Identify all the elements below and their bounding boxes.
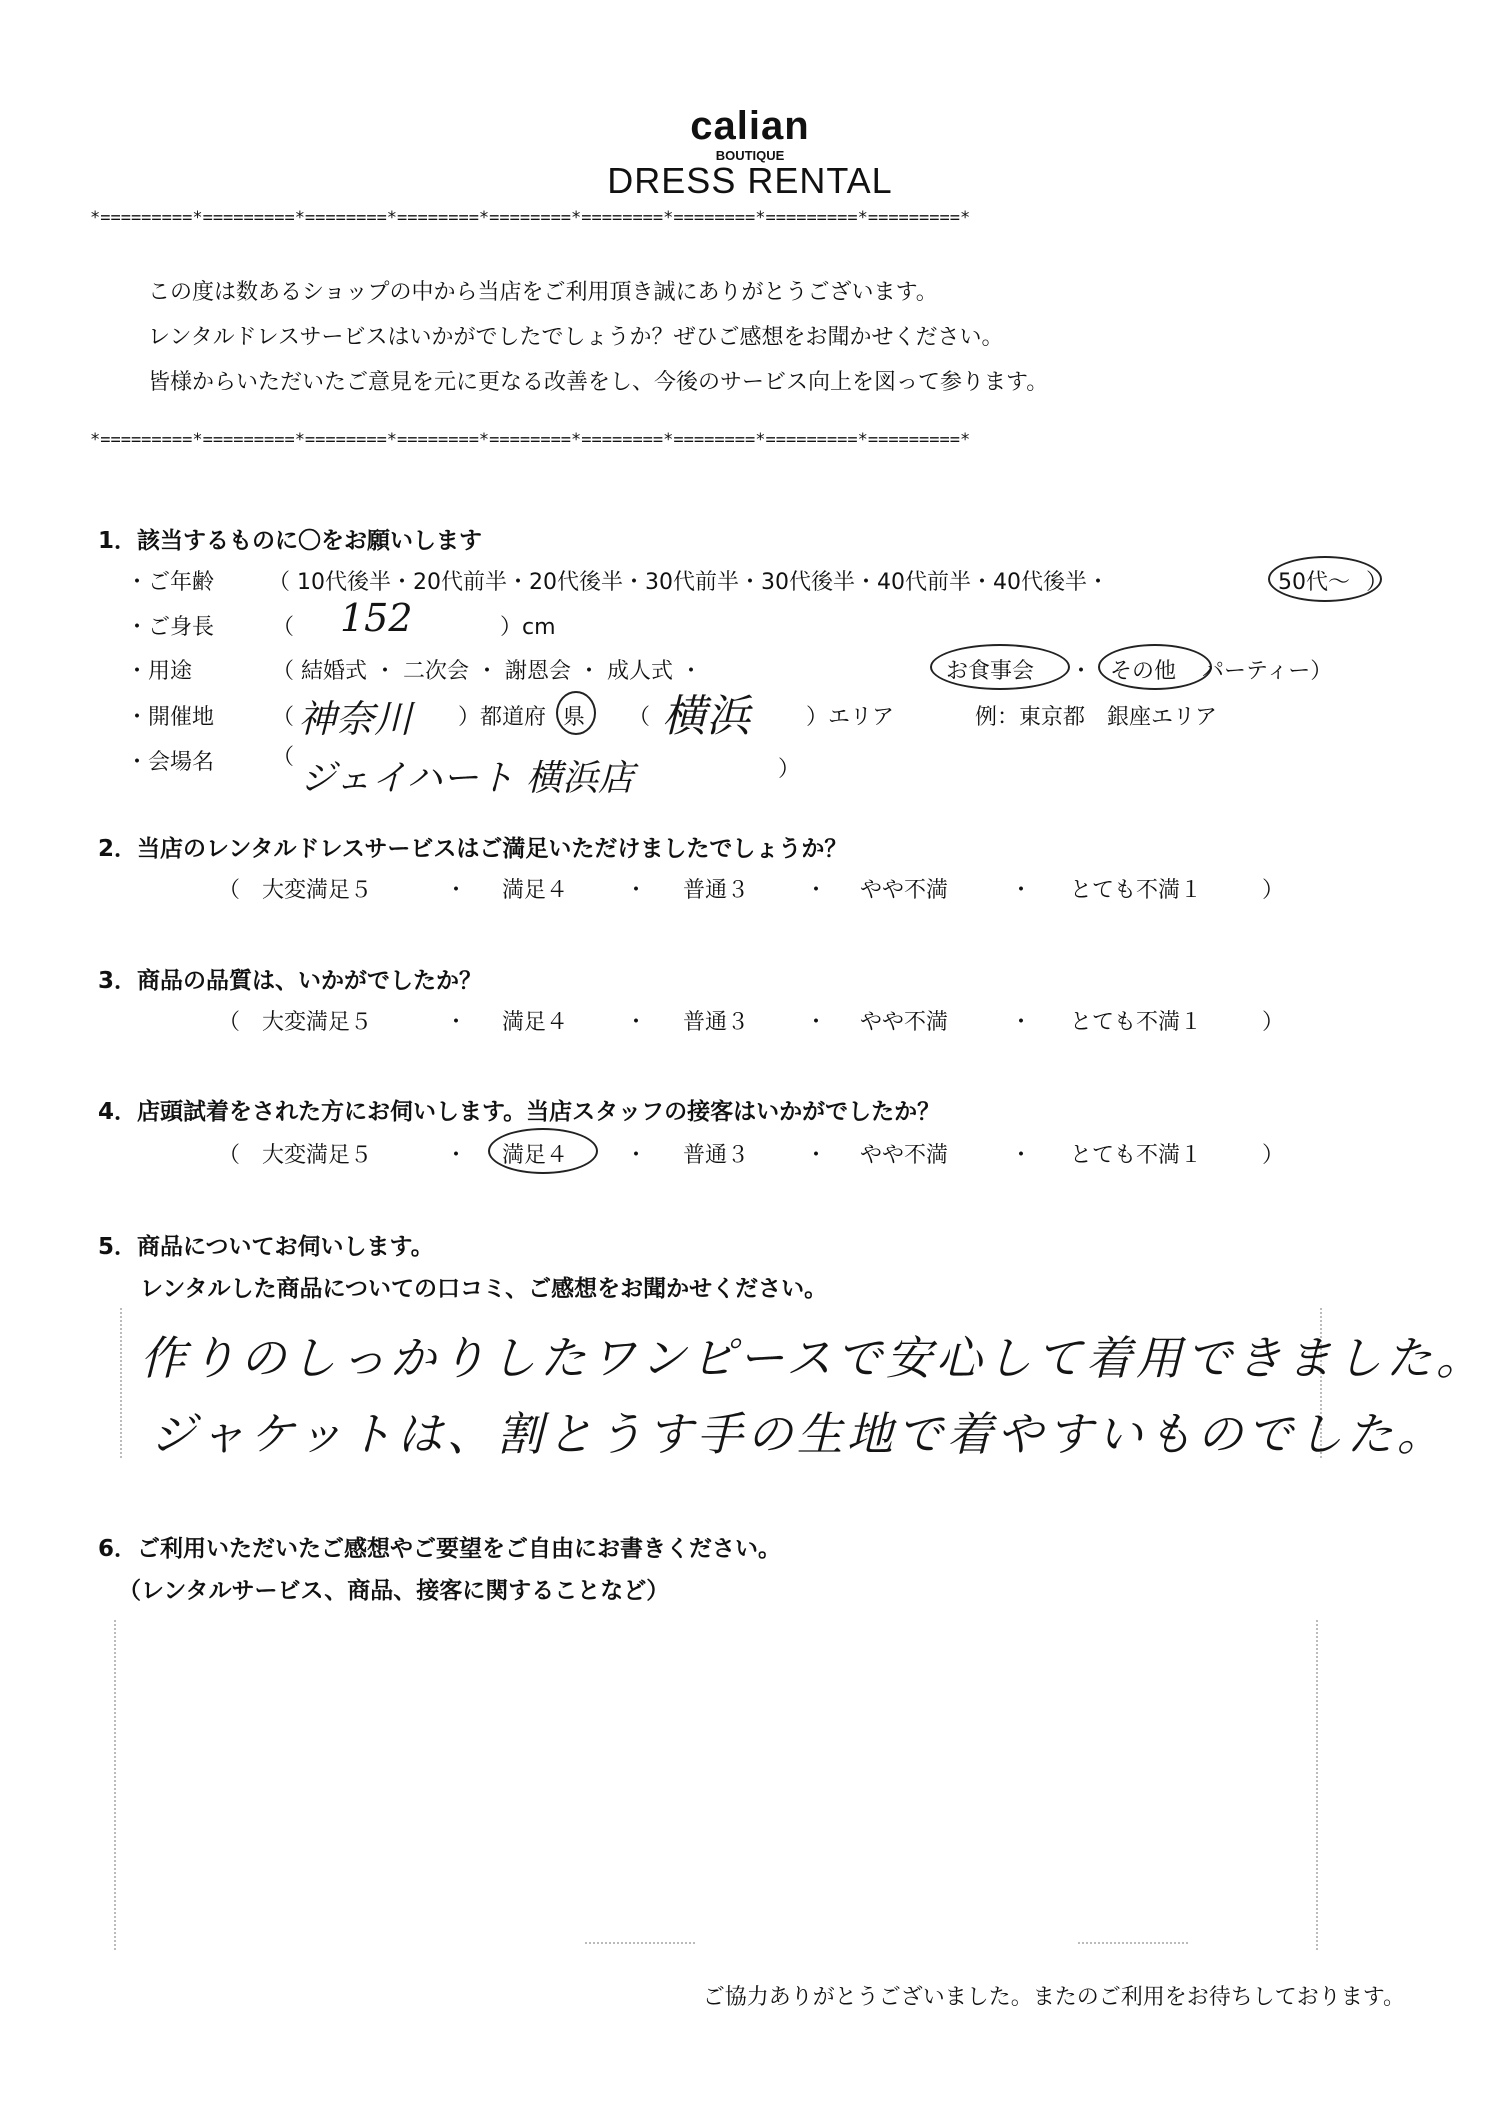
q5-box-left-edge <box>120 1308 122 1458</box>
q2-option-2[interactable]: やや不満 <box>860 878 949 903</box>
q5-answer-line-2[interactable]: ジャケットは、割とうす手の生地で着やすいものでした。 <box>150 1407 1447 1461</box>
q6-box-bottom-mark-1 <box>585 1942 695 1944</box>
q5-answer-line-1[interactable]: 作りのしっかりしたワンピースで安心して着用できました。 <box>140 1331 1486 1385</box>
q3-option-4[interactable]: 満足４ <box>502 1010 569 1035</box>
q4-dot: ・ <box>805 1143 828 1168</box>
intro-line-2: レンタルドレスサービスはいかがでしたでしょうか？ぜひご感想をお聞かせください。 <box>148 325 1004 350</box>
q4-dot: ・ <box>445 1143 468 1168</box>
area-value[interactable]: 横浜 <box>662 691 750 742</box>
venue-name-close: ） <box>778 757 801 782</box>
age-label: ・ご年齢 <box>126 570 215 595</box>
height-open: （ <box>272 615 295 640</box>
q5-subheading: レンタルした商品についての口コミ、ご感想をお聞かせください。 <box>140 1276 828 1302</box>
q4-open: （ <box>218 1143 241 1168</box>
q1-heading: 1．該当するものに〇をお願いします <box>98 528 483 554</box>
q3-dot: ・ <box>1010 1010 1033 1035</box>
q3-option-2[interactable]: やや不満 <box>860 1010 949 1035</box>
use-options-b: パーティー） <box>1202 659 1333 684</box>
use-options-a: （ 結婚式 ・ 二次会 ・ 謝恩会 ・ 成人式 ・ <box>272 659 702 684</box>
q6-heading: 6．ご利用いただいたご感想やご要望をご自由にお書きください。 <box>98 1536 782 1562</box>
q4-dot: ・ <box>625 1143 648 1168</box>
q6-subheading: （レンタルサービス、商品、接客に関することなど） <box>118 1578 670 1604</box>
age-options: （ 10代後半・20代前半・20代後半・30代前半・30代後半・40代前半・40代後半・ <box>268 570 1109 595</box>
q2-dot: ・ <box>625 878 648 903</box>
q2-option-3[interactable]: 普通３ <box>683 878 750 903</box>
q4-option-1[interactable]: とても不満１ <box>1070 1143 1203 1168</box>
venue-name-label: ・会場名 <box>126 750 215 775</box>
form-title: DRESS RENTAL <box>607 160 893 201</box>
intro-line-3: 皆様からいただいたご意見を元に更なる改善をし、今後のサービス向上を図って参ります。 <box>148 370 1049 395</box>
q4-option-2[interactable]: やや不満 <box>860 1143 949 1168</box>
q6-box-right-edge <box>1316 1620 1318 1950</box>
venue-open: （ <box>272 705 295 730</box>
q6-answer-area[interactable] <box>114 1622 1314 1942</box>
q3-option-3[interactable]: 普通３ <box>683 1010 750 1035</box>
q2-dot: ・ <box>1010 878 1033 903</box>
q2-dot: ・ <box>805 878 828 903</box>
q3-close: ） <box>1262 1010 1285 1035</box>
brand-subtitle: BOUTIQUE <box>715 148 785 163</box>
venue-area-label: ・開催地 <box>126 705 215 730</box>
q3-dot: ・ <box>625 1010 648 1035</box>
use-selected-1[interactable]: お食事会 <box>946 659 1035 684</box>
separator-top: *=========*=========*========*========*========*========*========*=========*=========* <box>90 208 971 228</box>
q4-dot: ・ <box>1010 1143 1033 1168</box>
height-unit: ）cm <box>500 615 556 640</box>
q3-option-5[interactable]: 大変満足５ <box>262 1010 373 1035</box>
prefecture-suffix: ）都道府 <box>458 705 547 730</box>
q4-selection-circle <box>488 1128 598 1174</box>
area-open: （ <box>628 705 651 730</box>
q2-option-1[interactable]: とても不満１ <box>1070 878 1203 903</box>
age-selected[interactable]: 50代～ <box>1278 570 1350 595</box>
q2-dot: ・ <box>445 878 468 903</box>
height-value[interactable]: 152 <box>340 596 413 640</box>
q6-box-bottom-mark-2 <box>1078 1942 1188 1944</box>
q4-option-4-selected[interactable]: 満足４ <box>502 1143 569 1168</box>
q2-open: （ <box>218 878 241 903</box>
separator-bottom: *=========*=========*========*========*========*========*========*=========*=========* <box>90 430 971 450</box>
q4-close: ） <box>1262 1143 1285 1168</box>
q3-option-1[interactable]: とても不満１ <box>1070 1010 1203 1035</box>
area-example: 例：東京都 銀座エリア <box>975 705 1218 730</box>
q2-option-5[interactable]: 大変満足５ <box>262 878 373 903</box>
q3-open: （ <box>218 1010 241 1035</box>
use-label: ・用途 <box>126 659 193 684</box>
q3-rating-scale <box>0 1005 1500 1035</box>
prefecture-value[interactable]: 神奈川 <box>298 697 413 741</box>
brand-logo: calian <box>690 104 810 148</box>
prefecture-selected[interactable]: 県 <box>563 705 586 730</box>
intro-line-1: この度は数あるショップの中から当店をご利用頂き誠にありがとうございます。 <box>148 280 938 305</box>
q4-rating-scale <box>0 1138 1500 1168</box>
q3-dot: ・ <box>805 1010 828 1035</box>
area-suffix: ）エリア <box>806 705 895 730</box>
q3-heading: 3．商品の品質は、いかがでしたか？ <box>98 968 483 994</box>
height-label: ・ご身長 <box>126 615 215 640</box>
q2-option-4[interactable]: 満足４ <box>502 878 569 903</box>
q4-heading: 4．店頭試着をされた方にお伺いします。当店スタッフの接客はいかがでしたか？ <box>98 1099 941 1125</box>
q3-dot: ・ <box>445 1010 468 1035</box>
q4-option-3[interactable]: 普通３ <box>683 1143 750 1168</box>
age-close: ） <box>1366 570 1389 595</box>
venue-name-open: （ <box>272 745 295 770</box>
q5-heading: 5．商品についてお伺いします。 <box>98 1234 434 1260</box>
q2-heading: 2．当店のレンタルドレスサービスはご満足いただけましたでしょうか？ <box>98 836 848 862</box>
q4-option-5[interactable]: 大変満足５ <box>262 1143 373 1168</box>
use-dot: ・ <box>1070 659 1093 684</box>
q2-close: ） <box>1262 878 1285 903</box>
q2-rating-scale <box>0 873 1500 903</box>
closing-message: ご協力ありがとうございました。またのご利用をお待ちしております。 <box>702 1985 1405 2010</box>
use-selected-2[interactable]: その他 <box>1110 659 1177 684</box>
venue-name-value[interactable]: ジェイハート 横浜店 <box>300 758 635 799</box>
